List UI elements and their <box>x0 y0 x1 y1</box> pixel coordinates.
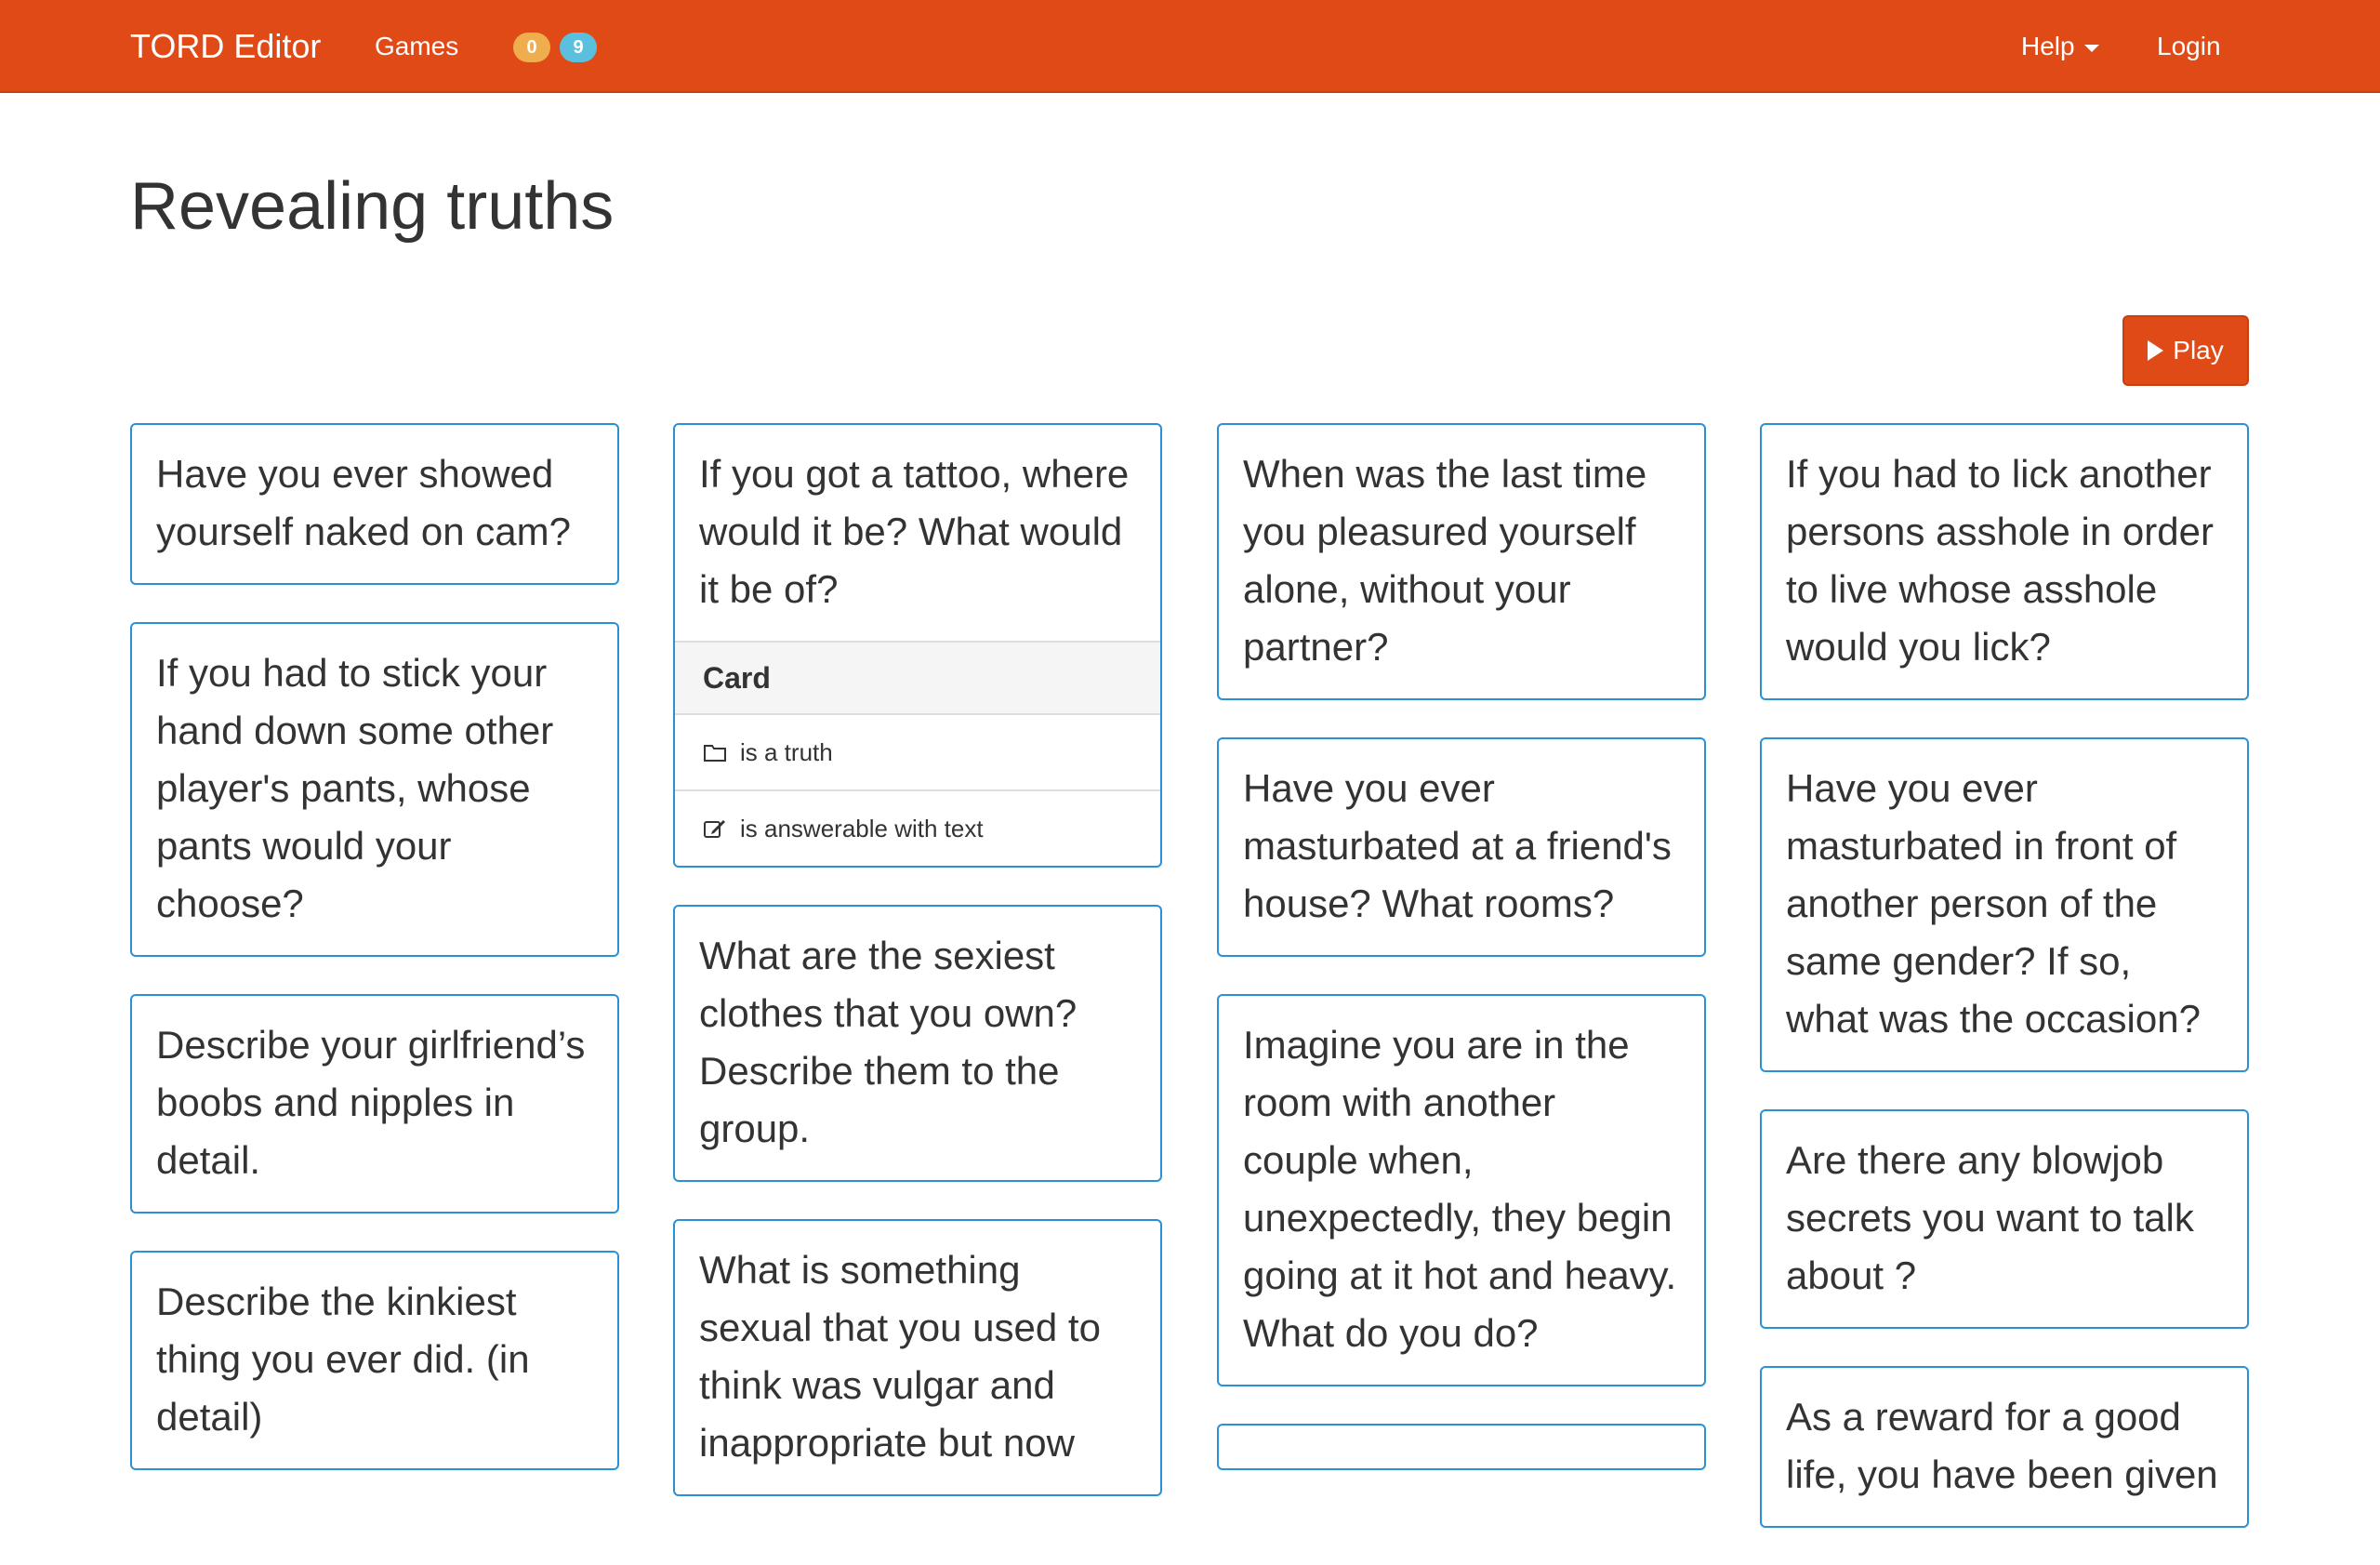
brand-link[interactable]: TORD Editor <box>130 27 322 65</box>
truth-card[interactable] <box>130 1251 619 1470</box>
truth-card[interactable] <box>1217 423 1706 700</box>
card-type-row <box>675 713 1160 789</box>
badge-count-blue[interactable]: 9 <box>560 33 597 62</box>
card-text: What is something sexual that you used to think was vulgar and inappropriate but now <box>699 1248 1101 1465</box>
top-navbar <box>0 0 2380 93</box>
card-text: Describe the kinkiest thing you ever did. (in detail) <box>156 1280 530 1439</box>
play-button[interactable] <box>2122 315 2249 386</box>
edit-icon <box>703 817 727 840</box>
truth-card[interactable] <box>673 905 1162 1182</box>
card-text: If you had to lick another persons asshole in order to live whose asshole would you lick? <box>1786 452 2214 669</box>
truth-card[interactable] <box>1760 1366 2249 1528</box>
card-type-label: is a truth <box>740 737 833 766</box>
truth-card[interactable] <box>1760 423 2249 700</box>
truth-card-expanded[interactable] <box>673 423 1162 868</box>
page-title: Revealing truths <box>130 169 615 244</box>
truth-card[interactable] <box>130 622 619 957</box>
card-column-2 <box>673 423 1162 1533</box>
truth-card[interactable] <box>1760 1109 2249 1329</box>
help-label: Help <box>2021 32 2075 60</box>
card-details-header: Card <box>675 641 1160 713</box>
card-text: Are there any blowjob secrets you want to talk about ? <box>1786 1138 2194 1297</box>
card-text: If you had to stick your hand down some other player's pants, whose pants would your choose? <box>156 651 554 925</box>
card-column-1 <box>130 423 619 1507</box>
card-text: When was the last time you pleasured yourself alone, without your partner? <box>1243 452 1647 669</box>
truth-card[interactable] <box>1760 737 2249 1072</box>
card-text: As a reward for a good life, you have been given <box>1786 1395 2218 1496</box>
truth-card[interactable] <box>130 423 619 585</box>
play-icon <box>2148 340 2163 361</box>
card-text <box>1219 1426 1704 1468</box>
truth-card[interactable] <box>1217 1424 1706 1470</box>
login-link[interactable]: Login <box>2157 32 2221 60</box>
truth-card[interactable] <box>130 994 619 1214</box>
card-text: What are the sexiest clothes that you own? Describe them to the group. <box>699 934 1078 1150</box>
badge-count-orange[interactable]: 0 <box>513 33 550 62</box>
caret-down-icon <box>2084 45 2099 52</box>
card-text: Have you ever masturbated in front of another person of the same gender? If so, what was the occasion? <box>1786 766 2201 1041</box>
truth-card[interactable] <box>1217 737 1706 957</box>
card-text: Imagine you are in the room with another couple when, unexpectedly, they begin going at it hot and heavy. What do you do? <box>1243 1023 1677 1355</box>
help-dropdown[interactable] <box>2021 30 2099 63</box>
card-answer-label: is answerable with text <box>740 814 984 842</box>
card-column-4 <box>1760 423 2249 1565</box>
card-text: Have you ever masturbated at a friend's house? What rooms? <box>1243 766 1672 925</box>
truth-card[interactable] <box>673 1219 1162 1496</box>
card-answer-row <box>675 789 1160 866</box>
card-text: Describe your girlfriend’s boobs and nipples in detail. <box>156 1023 586 1182</box>
play-label: Play <box>2173 336 2224 365</box>
card-text: Have you ever showed yourself naked on cam? <box>156 452 571 553</box>
card-column-3 <box>1217 423 1706 1507</box>
nav-games-link[interactable]: Games <box>375 32 459 60</box>
card-text: If you got a tattoo, where would it be? What would it be of? <box>699 452 1130 611</box>
folder-icon <box>703 742 727 763</box>
truth-card[interactable] <box>1217 994 1706 1386</box>
